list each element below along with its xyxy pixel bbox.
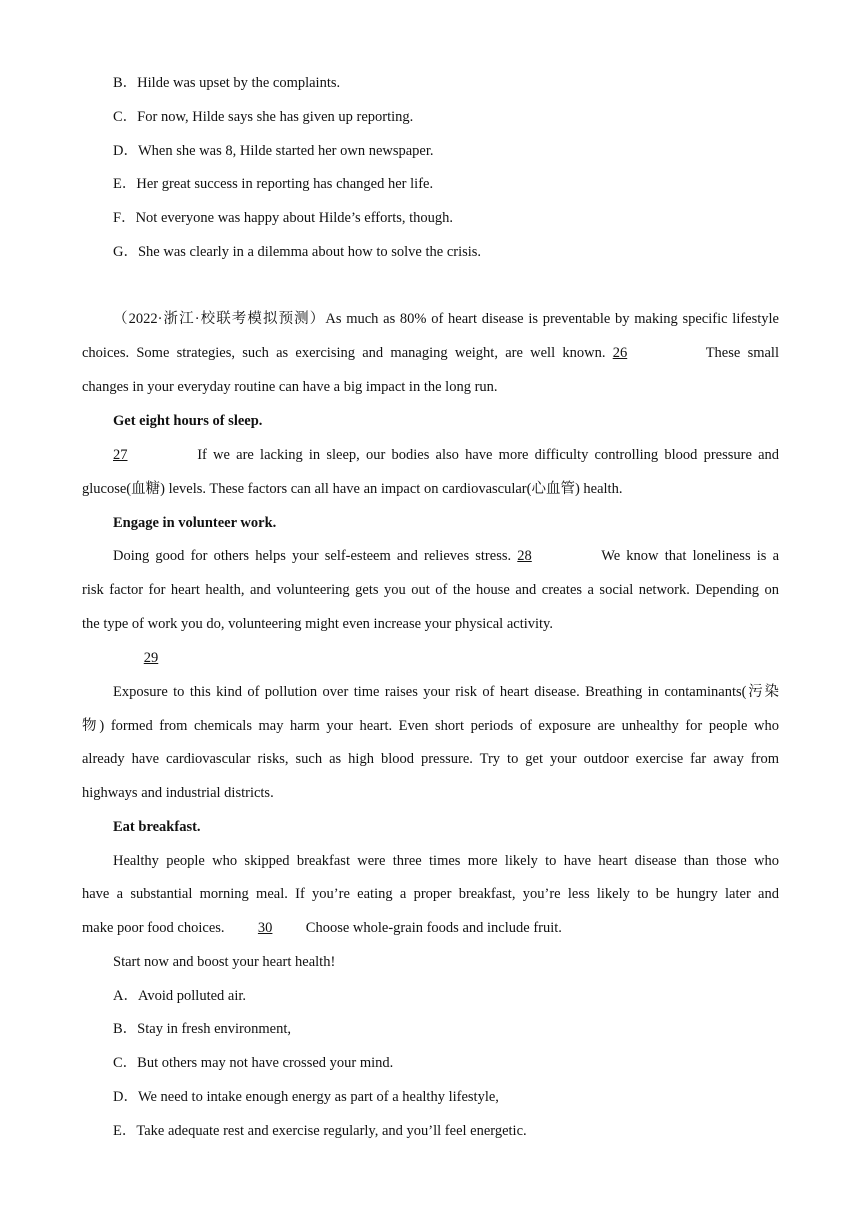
intro-text-2b: These small [705, 345, 779, 361]
blank-28: 28 [517, 548, 532, 564]
option-a-set2: A．Avoid polluted air. [113, 988, 247, 1004]
breakfast-line-3 [82, 917, 779, 939]
volunteer-line-1 [113, 545, 779, 567]
heading-breakfast: Eat breakfast. [113, 819, 201, 835]
volunteer-text-1b: We know that loneliness is a [601, 548, 780, 564]
option-c-set2: C．But others may not have crossed your mind. [113, 1055, 394, 1071]
option-c-set1: C．For now, Hilde says she has given up reporting. [113, 109, 414, 125]
closing-line: Start now and boost your heart health! [113, 954, 336, 970]
source-tag: （2022·浙江·校联考模拟预测） [113, 311, 326, 327]
blank-30: 30 [257, 920, 273, 936]
breakfast-line-2: have a substantial morning meal. If you’re eating a proper breakfast, you’re less likely to be hungry later and [82, 886, 779, 902]
breakfast-line-1: Healthy people who skipped breakfast were three times more likely to have heart disease than those who [113, 853, 779, 869]
sleep-line-1 [113, 444, 779, 466]
volunteer-line-3: the type of work you do, volunteering might even increase your physical activity. [82, 616, 553, 632]
volunteer-line-2: risk factor for heart health, and volunteering gets you out of the house and creates a social network. Depending on [82, 582, 779, 598]
option-g-set1: G．She was clearly in a dilemma about how to solve the crisis. [113, 244, 482, 260]
intro-line-3: changes in your everyday routine can have a big impact in the long run. [82, 379, 498, 395]
intro-text-2a: choices. Some strategies, such as exercising and managing weight, are well known. [82, 345, 606, 361]
option-f-set1: F．Not everyone was happy about Hilde’s efforts, though. [113, 210, 454, 226]
intro-line-1 [113, 308, 779, 330]
option-b-set1: B．Hilde was upset by the complaints. [113, 75, 341, 91]
pollution-line-4: highways and industrial districts. [82, 785, 274, 801]
blank-26: 26 [612, 345, 628, 361]
blank-29: 29 [143, 650, 159, 666]
heading-volunteer: Engage in volunteer work. [113, 515, 277, 531]
option-e-set2: E．Take adequate rest and exercise regularly, and you’ll feel energetic. [113, 1123, 527, 1139]
breakfast-text-3a: make poor food choices. [82, 920, 225, 936]
heading-sleep: Get eight hours of sleep. [113, 413, 263, 429]
intro-line-2 [82, 342, 779, 364]
option-e-set1: E．Her great success in reporting has changed her life. [113, 176, 434, 192]
sleep-line-2: glucose(血糖) levels. These factors can all have an impact on cardiovascular(心血管) health. [82, 481, 623, 497]
option-d-set2: D．We need to intake enough energy as part of a healthy lifestyle, [113, 1089, 499, 1105]
option-d-set1: D．When she was 8, Hilde started her own newspaper. [113, 143, 434, 159]
pollution-line-2: 物) formed from chemicals may harm your heart. Even short periods of exposure are unhealthy for people who [82, 718, 779, 734]
intro-text-1: As much as 80% of heart disease is preventable by making specific lifestyle [325, 311, 779, 327]
pollution-line-1: Exposure to this kind of pollution over time raises your risk of heart disease. Breathing in contaminants(污染 [113, 684, 779, 700]
option-b-set2: B．Stay in fresh environment, [113, 1021, 292, 1037]
volunteer-text-1a: Doing good for others helps your self-esteem and relieves stress. [113, 548, 512, 564]
breakfast-text-3b: Choose whole-grain foods and include fruit. [305, 920, 562, 936]
heading-blank-29 [113, 647, 779, 669]
blank-27: 27 [113, 447, 128, 463]
sleep-text-1: If we are lacking in sleep, our bodies also have more difficulty controlling blood pressure and [197, 447, 780, 463]
pollution-line-3: already have cardiovascular risks, such as high blood pressure. Try to get your outdoor exercise far away from [82, 751, 779, 767]
